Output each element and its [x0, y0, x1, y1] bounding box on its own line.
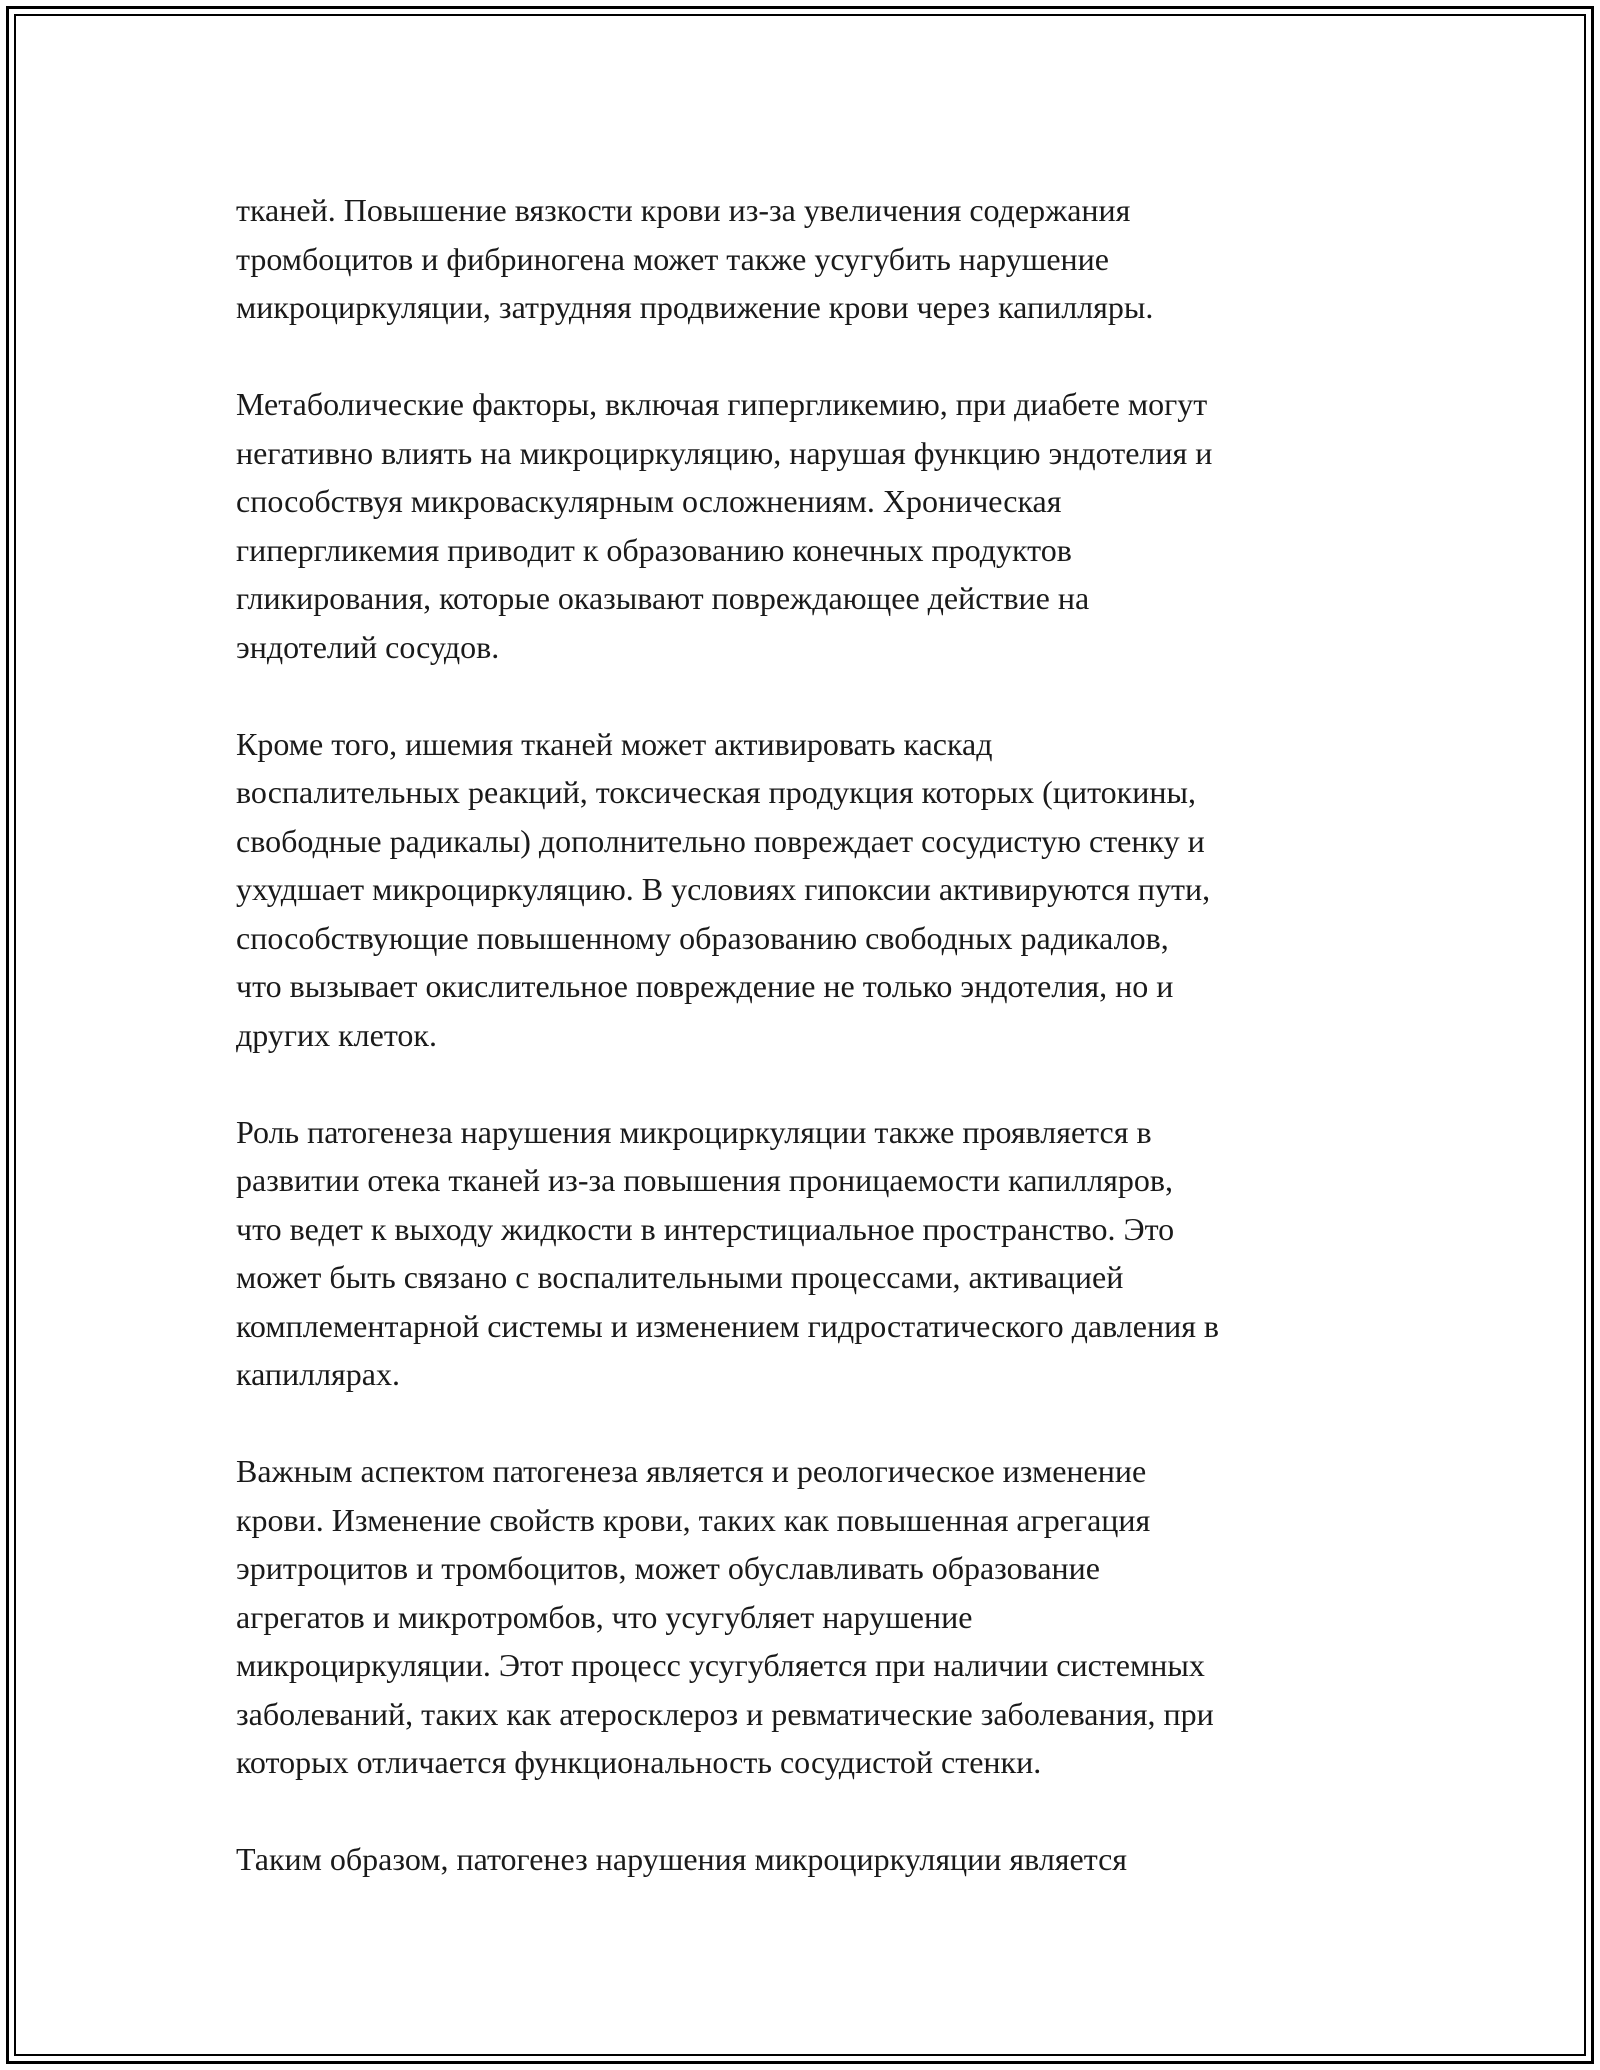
- paragraph: Метаболические факторы, включая гипергликемию, при диабете могут негативно влиять на микроциркуляцию, нарушая функцию эндотелия и способствуя микроваскулярным осложнениям. Хроническая гипергликемия приводит к образованию конечных продуктов гликирования, которые оказывают повреждающее действие на эндотелий сосудов.: [236, 386, 1213, 665]
- document-body: [236, 186, 1396, 1932]
- paragraph: Таким образом, патогенез нарушения микроциркуляции является: [236, 1841, 1128, 1877]
- paragraph: Роль патогенеза нарушения микроциркуляции также проявляется в развитии отека тканей из-за повышения проницаемости капилляров, что ведет к выходу жидкости в интерстициальное пространство. Это может быть связано с воспалительными процессами, активацией комплементарной системы и изменением гидростатического давления в капиллярах.: [236, 1113, 1220, 1392]
- paragraph: Важным аспектом патогенеза является и реологическое изменение крови. Изменение свойств крови, таких как повышенная агрегация эритроцитов и тромбоцитов, может обуславливать образование агрегатов и микротромбов, что усугубляет нарушение микроциркуляции. Этот процесс усугубляется при наличии системных заболеваний, таких как атеросклероз и ревматические заболевания, при которых отличается функциональность сосудистой стенки.: [236, 1453, 1214, 1780]
- paragraph: Кроме того, ишемия тканей может активировать каскад воспалительных реакций, токсическая продукция которых (цитокины, свободные радикалы) дополнительно повреждает сосудистую стенку и ухудшает микроциркуляцию. В условиях гипоксии активируются пути, способствующие повышенному образованию свободных радикалов, что вызывает окислительное повреждение не только эндотелия, но и других клеток.: [236, 725, 1211, 1053]
- paragraph: тканей. Повышение вязкости крови из-за увеличения содержания тромбоцитов и фибриногена может также усугубить нарушение микроциркуляции, затрудняя продвижение крови через капилляры.: [236, 192, 1154, 325]
